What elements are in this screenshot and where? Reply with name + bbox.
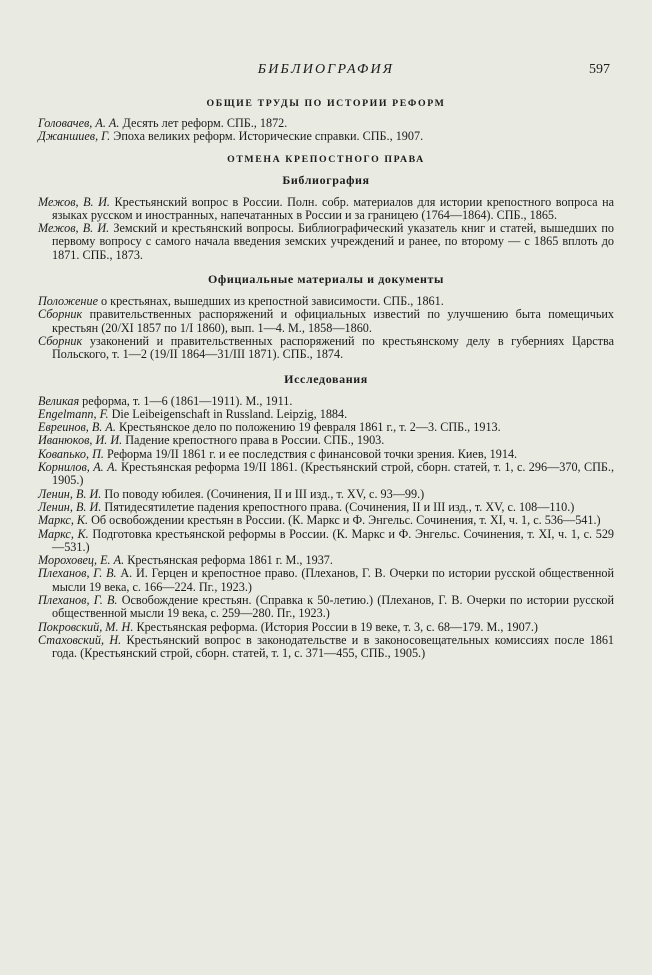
section [38,154,614,661]
entry-author: Положение [38,294,98,309]
entry-author: Engelmann, F. [38,406,109,421]
entry-text: Пятидесятилетие падения крепостного права. (Сочинения, II и III изд., т. XV, с. 108—110.) [104,499,575,514]
bibliography-entry [38,408,614,421]
entry-author: Сборник [38,333,83,348]
bibliography-entry [38,448,614,461]
entry-text: Освобождение крестьян. (Справка к 50-летию.) (Плеханов, Г. В. Очерки по истории русской общественной мысли 19 века, с. 259—280. Пг., 1923.) [52,593,615,621]
bibliography-entry [38,308,614,335]
entry-author: Плеханов, Г. В. [38,566,117,581]
bibliography-content [38,94,614,671]
page-number: 597 [589,62,610,77]
entry-text: А. И. Герцен и крепостное право. (Плеханов, Г. В. Очерки по истории русской общественной мысли 19 века, с. 166—224. Пг., 1923.) [52,566,614,594]
bibliography-entry [38,117,614,130]
entry-text: узаконений и правительственных распоряжений по крестьянскому делу в губерниях Царства Польского, т. 1—2 (19/II 1864—31/III 1871). СПБ., 1874. [52,333,615,362]
bibliography-entry [38,335,614,362]
entry-author: Маркс, К. [38,513,89,528]
bibliography-entry [38,621,614,634]
bibliography-entry [38,488,614,501]
entry-text: Об освобождении крестьян в России. (К. Маркс и Ф. Энгельс. Сочинения, т. XI, ч. 1, с. 536—541.) [91,513,601,528]
bibliography-entry [38,295,614,308]
entry-list [38,196,614,262]
page-header [38,62,614,84]
bibliography-entry [38,395,614,408]
section-title: ОТМЕНА КРЕПОСТНОГО ПРАВА [227,153,425,165]
entry-list [38,295,614,361]
running-title: БИБЛИОГРАФИЯ [257,62,395,77]
bibliography-entry [38,634,614,661]
bibliography-entry [38,461,614,488]
subsection-title: Официальные материалы и документы [207,272,445,287]
entry-author: Иванюков, И. И. [38,433,123,448]
entry-author: Джаншиев, Г. [38,129,111,144]
section [38,98,614,144]
entry-text: Подготовка крестьянской реформы в России. (К. Маркс и Ф. Энгельс. Сочинения, т. XI, ч. 1, с. 529—531.) [52,526,615,554]
bibliography-entry [38,222,614,262]
bibliography-entry [38,434,614,447]
entry-text: Эпоха великих реформ. Исторические справки. СПБ., 1907. [113,129,424,144]
entry-text: Падение крепостного права в России. СПБ., 1903. [125,433,385,448]
bibliography-entry [38,567,614,594]
entry-text: Крестьянская реформа 19/II 1861. (Крестьянский строй, сборн. статей, т. 1, с. 296—370, СПБ., 1905.) [52,460,615,488]
entry-text: Крестьянский вопрос в России. Полн. собр. материалов для истории крепостного вопроса на языках русском и иностранных, напечатанных в России и за границею (1764—1864). СПБ., 1865. [52,194,615,222]
entry-list [38,117,614,144]
bibliography-entry [38,528,614,555]
entry-author: Ленин, В. И. [38,486,102,501]
bibliography-entry [38,421,614,434]
entry-author: Ленин, В. И. [38,499,102,514]
entry-text: реформа, т. 1—6 (1861—1911). М., 1911. [82,393,293,408]
bibliography-entry [38,196,614,223]
entry-list [38,395,614,661]
entry-author: Евреинов, В. А. [38,420,116,435]
bibliography-entry [38,554,614,567]
entry-author: Сборник [38,307,83,322]
entry-text: Десять лет реформ. СПБ., 1872. [122,116,288,130]
entry-author: Межов, В. И. [38,221,110,236]
entry-author: Межов, В. И. [38,194,110,209]
bibliography-entry [38,501,614,514]
section-title: ОБЩИЕ ТРУДЫ ПО ИСТОРИИ РЕФОРМ [206,98,446,109]
entry-text: Реформа 19/II 1861 г. и ее последствия с финансовой точки зрения. Киев, 1914. [106,446,518,461]
entry-author: Плеханов, Г. В. [38,593,118,608]
entry-text: Земский и крестьянский вопросы. Библиографический указатель книг и статей, вышедших по первому вопросу с самого начала введения земских учреждений и ранее, по второму — с 1865 вплоть до 1871. СПБ., 1873. [52,221,615,262]
entry-text: Крестьянская реформа 1861 г. М., 1937. [127,553,333,568]
entry-author: Коваnько, П. [38,446,104,461]
subsection-title: Библиография [282,172,370,187]
entry-author: Корнилов, А. А. [38,460,118,475]
bibliography-entry [38,594,614,621]
subsection-title: Исследования [284,371,368,386]
entry-author: Головачев, А. А. [38,116,120,130]
entry-text: Крестьянская реформа. (История России в 19 веке, т. 3, с. 68—179. М., 1907.) [136,619,538,634]
entry-author: Мороховец, Е. А. [38,553,125,568]
entry-author: Маркс, К. [38,526,89,541]
bibliography-entry [38,514,614,527]
entry-text: По поводу юбилея. (Сочинения, II и III изд., т. XV, с. 93—99.) [104,486,425,501]
entry-text: Крестьянское дело по положению 19 февраля 1861 г., т. 2—3. СПБ., 1913. [118,420,501,435]
bibliography-entry [38,130,614,143]
entry-text: Крестьянский вопрос в законодательстве и в законосовещательных комиссиях после 1861 года. (Крестьянский строй, сборн. статей, т. 1, с. 371—455, СПБ., 1905.) [52,632,615,661]
entry-author: Покровский, М. Н. [38,619,134,634]
entry-text: правительственных распоряжений и официальных известий по улучшению быта помещичьих крестьян (20/XI 1857 по 1/I 1860), вып. 1—4. М., 1858—1860. [52,307,614,335]
entry-text: о крестьянах, вышедших из крепостной зависимости. СПБ., 1861. [101,294,444,309]
entry-text: Die Leibeigenschaft in Russland. Leipzig, 1884. [111,406,348,421]
entry-author: Стаховский, Н. [38,632,122,647]
entry-author: Великая [38,393,80,408]
